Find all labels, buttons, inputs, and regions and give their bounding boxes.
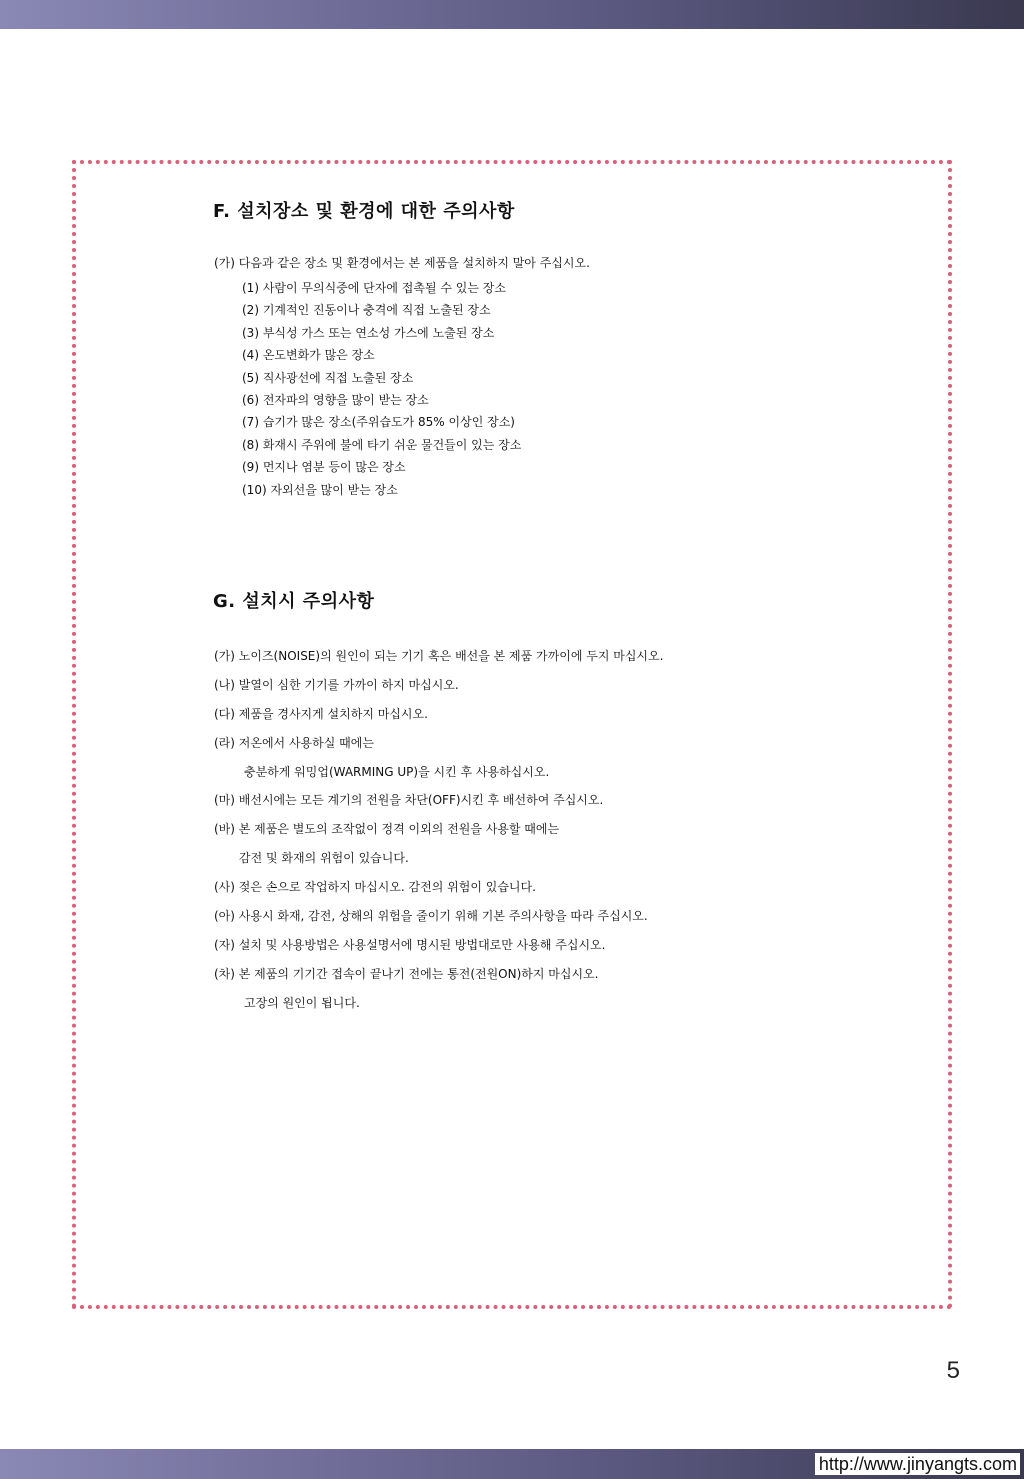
top-decorative-bar bbox=[0, 0, 1024, 29]
section-g-heading: G. 설치시 주의사항 bbox=[213, 591, 375, 612]
section-f bbox=[213, 200, 590, 497]
list-item: (다) 제품을 경사지게 설치하지 마십시오. bbox=[214, 706, 428, 721]
section-f-intro: (가) 다음과 같은 장소 및 환경에서는 본 제품을 설치하지 말아 주십시오. bbox=[214, 256, 590, 270]
list-item-continuation: 감전 및 화재의 위험이 있습니다. bbox=[239, 851, 409, 866]
list-item-continuation: 충분하게 워밍업(WARMING UP)을 시킨 후 사용하십시오. bbox=[244, 764, 550, 779]
section-g-list bbox=[214, 648, 663, 1024]
list-item: (라) 저온에서 사용하실 때에는 bbox=[214, 735, 374, 750]
list-item: (마) 배선시에는 모든 계기의 전원을 차단(OFF)시킨 후 배선하여 주십시오. bbox=[214, 793, 604, 808]
list-item: (5) 직사광선에 직접 노출된 장소 bbox=[242, 370, 414, 385]
list-item: (자) 설치 및 사용방법은 사용설명서에 명시된 방법대로만 사용해 주십시오. bbox=[214, 937, 606, 952]
list-item: (아) 사용시 화재, 감전, 상해의 위험을 줄이기 위해 기본 주의사항을 따라 주십시오. bbox=[214, 909, 648, 924]
list-item: (2) 기계적인 진동이나 충격에 직접 노출된 장소 bbox=[242, 303, 491, 318]
list-item: (6) 전자파의 영향을 많이 받는 장소 bbox=[242, 392, 429, 407]
list-item: (가) 노이즈(NOISE)의 원인이 되는 기기 혹은 배선을 본 제품 가까이에 두지 마십시오. bbox=[214, 649, 664, 663]
list-item: (1) 사람이 무의식중에 단자에 접촉될 수 있는 장소 bbox=[242, 281, 506, 295]
footer-url-link[interactable]: http://www.jinyangts.com bbox=[815, 1453, 1020, 1475]
list-item: (차) 본 제품의 기기간 접속이 끝나기 전에는 통전(전원ON)하지 마십시오. bbox=[214, 966, 599, 981]
list-item: (4) 온도변화가 많은 장소 bbox=[242, 348, 375, 363]
list-item: (바) 본 제품은 별도의 조작없이 정격 이외의 전원을 사용할 때에는 bbox=[214, 822, 560, 837]
page-number: 5 bbox=[946, 1357, 960, 1384]
section-f-heading: F. 설치장소 및 환경에 대한 주의사항 bbox=[213, 201, 515, 222]
list-item: (7) 습기가 많은 장소(주위습도가 85% 이상인 장소) bbox=[242, 415, 515, 430]
list-item: (10) 자외선을 많이 받는 장소 bbox=[242, 482, 398, 497]
list-item: (8) 화재시 주위에 불에 타기 쉬운 물건들이 있는 장소 bbox=[242, 437, 522, 452]
list-item: (나) 발열이 심한 기기를 가까이 하지 마십시오. bbox=[214, 677, 459, 692]
list-item-continuation: 고장의 원인이 됩니다. bbox=[244, 995, 360, 1010]
list-item: (3) 부식성 가스 또는 연소성 가스에 노출된 장소 bbox=[242, 325, 495, 340]
section-g bbox=[213, 590, 664, 1010]
list-item: (9) 먼지나 염분 등이 많은 장소 bbox=[242, 460, 406, 475]
list-item: (사) 젖은 손으로 작업하지 마십시오. 감전의 위험이 있습니다. bbox=[214, 880, 536, 895]
section-f-list bbox=[242, 280, 521, 504]
